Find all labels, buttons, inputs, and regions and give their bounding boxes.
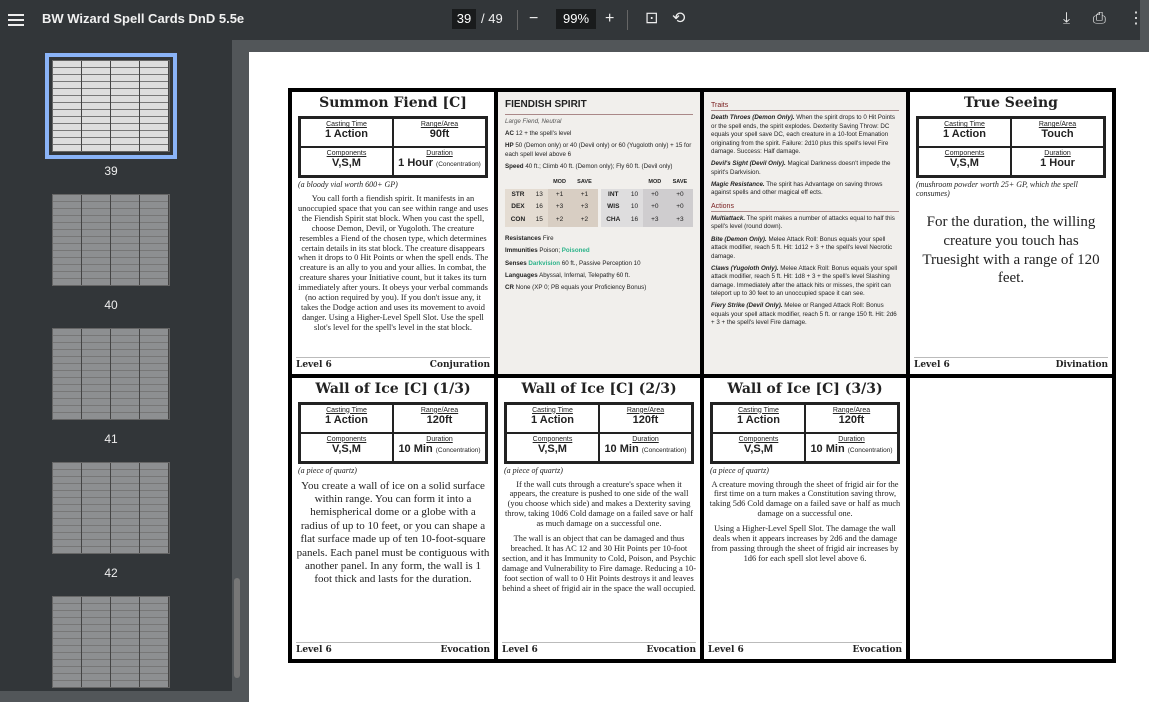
spell-description (708, 480, 902, 640)
stat-label: CR (505, 284, 514, 292)
duration-cell (393, 147, 486, 176)
ability-cell: 16 (626, 214, 643, 227)
spell-info-table (504, 402, 694, 464)
spell-level: Level 6 (914, 359, 950, 370)
ability-row (601, 189, 694, 202)
components-label: Components (326, 435, 367, 443)
casting-time-value (301, 128, 392, 140)
duration-value (806, 443, 897, 455)
casting-time-label: Casting Time (944, 121, 985, 128)
ability-cell: 16 (531, 201, 548, 214)
trait-text: The spirit has Advantage on saving throws against spells and other magical eff ects. (711, 180, 883, 197)
range-area-value (600, 414, 691, 426)
trait-name: Devil's Sight (Devil Only). (711, 160, 786, 168)
card-footer (296, 642, 490, 656)
card-title: Wall of Ice [C] (3/3) (727, 380, 883, 397)
card-footer (914, 357, 1108, 371)
range-area-value (806, 414, 897, 426)
components-label: Components (326, 150, 367, 157)
spell-info-table (710, 402, 900, 464)
page-total: / 49 (481, 11, 503, 26)
range-area-text: 90ft (429, 128, 450, 140)
concentration-note: (Concentration) (435, 446, 481, 454)
ability-header (505, 177, 598, 188)
casting-time-cell (918, 118, 1011, 147)
duration-label: Duration (426, 150, 453, 157)
empty-card-slot (910, 378, 1112, 660)
duration-value (600, 443, 691, 455)
zoom-input[interactable]: 99% (556, 9, 596, 29)
range-area-cell (1011, 118, 1104, 147)
stat-label: AC (505, 129, 514, 137)
concentration-note: (Concentration) (847, 446, 893, 454)
casting-time-text: 1 Action (737, 413, 780, 426)
trait-item (711, 114, 899, 156)
casting-time-label: Casting Time (532, 406, 573, 414)
stat-label: Languages (505, 272, 538, 280)
material-component: (a bloody vial worth 600+ GP) (298, 180, 398, 189)
spell-level: Level 6 (708, 645, 744, 655)
stat-line (505, 247, 693, 255)
thumbnail-page-number: 40 (104, 298, 118, 312)
spell-card (292, 92, 494, 374)
material-component: (a piece of quartz) (298, 465, 357, 475)
trait-text: Magical Darkness doesn't impede the spirit's Darkvision. (711, 160, 891, 176)
document-title: BW Wizard Spell Cards DnD 5.5e (42, 11, 245, 26)
ability-cell: +0 (667, 189, 693, 202)
description-paragraph: Using a Higher-Level Spell Slot. The damage the wall deals when it appears increases by 2d6 and the damage from passing through the sheet of frigid air increases by 1d6 for each spell slot level above 6. (711, 524, 899, 563)
material-component: (mushroom powder worth 25+ GP, which the spell consumes) (916, 180, 1078, 198)
ability-cell: +3 (548, 201, 572, 214)
description-paragraph: For the duration, the willing creature you touch has Truesight with a range of 120 feet. (922, 214, 1100, 287)
description-paragraph: The wall is an object that can be damaged and thus breached. It has AC 12 and 30 Hit Points per 10-foot section, and it has Immunity to Cold, Poison, and Psychic damage and Vulnerability to Fire damage. Reducing a 10-foot section of wall to 0 Hit Points destroys it and leaves behind a sheet of frigid air in the space the wall occupied. (502, 534, 697, 593)
casting-time-value (919, 128, 1010, 140)
divider (517, 10, 518, 30)
concentration-note: (Concentration) (641, 446, 687, 454)
action-name: Fiery Strike (Devil Only). (711, 302, 783, 310)
stat-value: Abyssal, Infernal, Telepathy 60 ft. (539, 272, 631, 280)
components-value (919, 157, 1010, 169)
range-area-text: 120ft (426, 413, 453, 426)
ability-cell: 13 (531, 189, 548, 202)
range-area-cell (393, 118, 486, 147)
duration-cell (805, 433, 898, 462)
zoom-in-button[interactable]: + (605, 10, 615, 27)
spell-school: Evocation (852, 645, 902, 655)
components-cell (506, 433, 599, 462)
stat-value: 50 (Demon only) or 40 (Devil only) or 60 (Yugoloth only) + 15 for each spell level above 6 (505, 142, 692, 158)
casting-time-label: Casting Time (738, 406, 779, 414)
stat-block-card (498, 92, 700, 374)
divider (627, 10, 628, 30)
header-blank (505, 177, 531, 188)
stat-value: 12 + the spell's level (515, 129, 572, 137)
card-grid (288, 88, 1116, 663)
casting-time-value (507, 414, 598, 426)
toolbar (0, 0, 1144, 40)
ability-cell: STR (505, 189, 531, 202)
components-cell (300, 433, 393, 462)
range-area-text: 120ft (838, 413, 865, 426)
stat-line (505, 272, 693, 280)
components-text: V,S,M (538, 442, 567, 455)
duration-value (1012, 157, 1103, 169)
ability-cell: CON (505, 214, 531, 227)
range-area-label: Range/Area (420, 121, 459, 128)
components-label: Components (944, 150, 985, 157)
casting-time-value (301, 414, 392, 426)
card-title: Summon Fiend [C] (319, 95, 467, 111)
components-value (301, 157, 392, 169)
mod-header: MOD (553, 179, 566, 186)
duration-label: Duration (632, 435, 659, 443)
casting-time-label: Casting Time (326, 121, 367, 128)
spell-level: Level 6 (296, 359, 332, 370)
creature-name: FIENDISH SPIRIT (505, 98, 693, 115)
action-item (711, 215, 899, 232)
ability-cell: WIS (601, 201, 627, 214)
stat-label: Immunities (505, 247, 538, 255)
description-paragraph: You call forth a fiendish spirit. It manifests in an unoccupied space that you can see within range and uses the Fiendish Spirit stat block. When you cast the spell, choose Demon, Devil, or Yugoloth. The creature resembles a Fiend of the chosen type, which determines certain details in its stat block. The creature disappears when it drops to 0 Hit Points or when the spell ends. The creature is an ally to you and your allies. In combat, the creature shares your Initiative count, but it takes its turn immediately after yours. It obeys your verbal commands (no action required by you). If you don't issue any, it takes the Dodge action and uses its movement to avoid danger. Using a Higher-Level Spell Slot. Use the spell slot's level for the spell's level in the stat block. (297, 194, 489, 332)
stat-line (505, 235, 693, 243)
trait-item (711, 160, 899, 177)
ability-cell: +3 (643, 214, 667, 227)
stat-value: Fire (542, 235, 554, 243)
casting-time-text: 1 Action (531, 413, 574, 426)
card-title: Wall of Ice [C] (1/3) (315, 380, 471, 397)
ability-cell: +0 (643, 201, 667, 214)
ability-cell: 10 (626, 189, 643, 202)
components-value (507, 443, 598, 455)
trait-text: When the spirit drops to 0 Hit Points or the spell ends, the spirit explodes. Dexterity Saving Throw: DC equals your spell save DC, each creature in a 10-foot Emanation originating from the spirit. Failure: 2d10 plus this spell's level Fire damage. Success: Half damage. (711, 114, 895, 155)
action-name: Bite (Demon Only). (711, 235, 767, 243)
action-text: The spirit makes a number of attacks equal to half this spell's level (round down). (711, 215, 895, 231)
stat-speed (505, 163, 693, 171)
stat-hp (505, 142, 693, 159)
ability-cell: +1 (548, 189, 572, 202)
spell-description (914, 213, 1108, 354)
casting-time-text: 1 Action (325, 413, 368, 426)
trait-name: Death Throes (Demon Only). (711, 114, 795, 122)
ability-row (505, 189, 598, 202)
range-area-value (394, 414, 485, 426)
rotate-icon[interactable]: ⟲ (672, 10, 686, 27)
spell-school: Evocation (440, 645, 490, 655)
components-label: Components (738, 435, 779, 443)
components-text: V,S,M (332, 157, 361, 169)
casting-time-cell (300, 118, 393, 147)
description-paragraph: A creature moving through the sheet of frigid air for the first time on a turn makes a Constitution saving throw, taking 5d6 Cold damage on a failed save or half as much damage on a successful one. (709, 479, 901, 519)
page-thumbnail[interactable] (52, 194, 170, 286)
casting-time-cell (300, 404, 393, 433)
duration-cell (1011, 147, 1104, 176)
card-footer (502, 642, 696, 656)
ability-scores (505, 177, 693, 227)
spell-info-table (916, 116, 1106, 178)
ability-cell: +2 (571, 214, 597, 227)
ability-table (601, 177, 694, 227)
action-name: Multiattack. (711, 215, 746, 223)
stat-value: Poison; (539, 247, 562, 255)
spell-card (910, 92, 1112, 374)
traits-heading: Traits (711, 101, 899, 111)
download-icon[interactable]: ⤓ (1063, 10, 1071, 27)
save-header: SAVE (577, 179, 592, 186)
spell-school: Divination (1055, 359, 1108, 370)
fit-page-icon[interactable]: ⊡ (645, 10, 659, 27)
range-area-label: Range/Area (832, 406, 871, 414)
page-thumbnail[interactable] (52, 596, 170, 688)
spell-level: Level 6 (502, 645, 538, 655)
zoom-out-button[interactable]: − (529, 10, 539, 27)
material-component: (a piece of quartz) (710, 465, 769, 475)
thumbnail-page-number: 41 (104, 432, 118, 446)
ability-cell: DEX (505, 201, 531, 214)
stat-block-traits-card (704, 92, 906, 374)
components-cell (918, 147, 1011, 176)
mod-header: MOD (648, 179, 662, 186)
action-text: Melee or Ranged Attack Roll: Bonus equals your spell attack modifier, reach 5 ft. or range 150 ft. Hit: 2d6 + 3 + the spell's level Fire damage. (711, 302, 897, 327)
stat-line (505, 260, 693, 268)
ability-cell: INT (601, 189, 627, 202)
ability-cell: +3 (571, 201, 597, 214)
card-footer (708, 642, 902, 656)
stat-label: Senses (505, 259, 527, 267)
components-text: V,S,M (744, 442, 773, 455)
description-paragraph: If the wall cuts through a creature's space when it appears, the creature is pushed to one side of the wall (you choose which side) and makes a Dexterity saving throw, taking 10d6 Cold damage on a failed save or half as much damage on a successful one. (504, 479, 694, 529)
header-blank (626, 177, 643, 188)
ability-cell: +3 (667, 214, 693, 227)
duration-value (394, 157, 485, 169)
action-item (711, 236, 899, 261)
duration-value (394, 443, 485, 455)
spell-card (704, 378, 906, 660)
casting-time-value (713, 414, 804, 426)
menu-icon[interactable] (8, 11, 24, 29)
range-area-cell (805, 404, 898, 433)
creature-type: Large Fiend, Neutral (505, 117, 562, 125)
spell-info-table (298, 402, 488, 464)
thumbnail-page-number: 39 (104, 164, 118, 178)
more-options-icon[interactable]: ⋮ (1128, 10, 1144, 27)
duration-text: 10 Min (810, 442, 845, 455)
spell-school: Conjuration (429, 359, 490, 370)
stat-label: Resistances (505, 235, 542, 243)
stat-value: 40 ft.; Climb 40 ft. (Demon only); Fly 60 ft. (Devil only) (525, 162, 673, 170)
ability-cell: 10 (626, 201, 643, 214)
action-item (711, 265, 899, 298)
range-area-value (1012, 128, 1103, 140)
description-paragraph: You create a wall of ice on a solid surface within range. You can form it into a hemispherical dome or a globe with a radius of up to 10 feet, or you can shape a flat surface made up of ten 10-foot-square panels. Each panel must be contiguous with another panel. In any form, the wall is 1 foot thick and lasts for the duration. (296, 479, 490, 586)
trait-name: Magic Resistance. (711, 180, 765, 188)
ability-row (601, 201, 694, 214)
components-value (301, 443, 392, 455)
duration-text: 10 Min (604, 442, 639, 455)
thumbnail-sidebar (0, 40, 232, 691)
ability-cell: +2 (548, 214, 572, 227)
ability-cell: 15 (531, 214, 548, 227)
stat-line (505, 284, 693, 292)
range-area-text: 120ft (632, 413, 659, 426)
casting-time-text: 1 Action (943, 128, 986, 140)
spell-description (296, 480, 490, 640)
thumbnail-page-number: 42 (104, 566, 118, 580)
card-title: True Seeing (964, 95, 1058, 111)
ability-row (601, 214, 694, 227)
duration-cell (393, 433, 486, 462)
save-header: SAVE (672, 179, 688, 186)
page-thumbnail[interactable] (52, 328, 170, 420)
duration-label: Duration (838, 435, 865, 443)
keyword-link[interactable]: Poisoned (561, 247, 590, 255)
print-icon[interactable]: ⎙ (1093, 10, 1106, 27)
range-area-value (394, 128, 485, 140)
material-component: (a piece of quartz) (504, 465, 563, 475)
concentration-note: (Concentration) (436, 161, 481, 168)
page-thumbnail[interactable] (52, 462, 170, 554)
actions-heading: Actions (711, 202, 899, 212)
ability-cell: CHA (601, 214, 627, 227)
action-text: Melee Attack Roll: Bonus equals your spell attack modifier, reach 5 ft. Hit: 1d12 + 3 + the spell's level Necrotic damage. (711, 235, 893, 260)
range-area-cell (599, 404, 692, 433)
action-name: Claws (Yugoloth Only). (711, 264, 779, 272)
spell-card (498, 378, 700, 660)
components-cell (712, 433, 805, 462)
range-area-label: Range/Area (1038, 121, 1077, 128)
ability-row (505, 201, 598, 214)
ability-cell: +1 (571, 189, 597, 202)
casting-time-label: Casting Time (326, 406, 367, 414)
ability-table (505, 177, 598, 227)
header-blank (531, 177, 548, 188)
stat-ac (505, 130, 693, 138)
stat-value: 60 ft., Passive Perception 10 (560, 259, 641, 267)
spell-card (292, 378, 494, 660)
components-value (713, 443, 804, 455)
components-label: Components (532, 435, 573, 443)
range-area-cell (393, 404, 486, 433)
duration-label: Duration (426, 435, 453, 443)
ability-row (505, 214, 598, 227)
spell-description (502, 480, 696, 640)
spell-description (296, 194, 490, 354)
components-text: V,S,M (950, 157, 979, 169)
casting-time-cell (506, 404, 599, 433)
casting-time-cell (712, 404, 805, 433)
keyword-link[interactable]: Darkvision (528, 259, 561, 267)
page-number-input[interactable]: 39 (452, 9, 476, 29)
header-blank (601, 177, 627, 188)
action-text: Melee Attack Roll: Bonus equals your spell attack modifier, reach 5 ft. Hit: 1d8 + 3 + the spell's level Slashing damage. Immediately after the attack hits or misses, the spirit can teleport up to 30 feet to an unoccupied space it can see. (711, 264, 898, 297)
card-title: Wall of Ice [C] (2/3) (521, 380, 677, 397)
duration-label: Duration (1044, 150, 1071, 157)
card-footer (296, 357, 490, 371)
ability-cell: +0 (667, 201, 693, 214)
stat-value: None (XP 0; PB equals your Proficiency Bonus) (515, 284, 647, 292)
spell-school: Evocation (646, 645, 696, 655)
stat-label: HP (505, 142, 514, 150)
duration-text: 1 Hour (398, 157, 433, 169)
duration-text: 1 Hour (1040, 157, 1075, 169)
page-thumbnail[interactable] (52, 60, 170, 152)
sidebar-scrollbar[interactable] (234, 578, 240, 678)
duration-text: 10 Min (398, 442, 433, 455)
stat-label: Speed (505, 162, 524, 170)
ability-header (601, 177, 694, 188)
components-text: V,S,M (332, 442, 361, 455)
casting-time-text: 1 Action (325, 128, 368, 140)
spell-info-table (298, 116, 488, 178)
action-item (711, 302, 899, 327)
range-area-text: Touch (1041, 128, 1074, 140)
duration-cell (599, 433, 692, 462)
range-area-label: Range/Area (420, 406, 459, 414)
ability-cell: +0 (643, 189, 667, 202)
components-cell (300, 147, 393, 176)
trait-item (711, 181, 899, 198)
spell-level: Level 6 (296, 645, 332, 655)
range-area-label: Range/Area (626, 406, 665, 414)
